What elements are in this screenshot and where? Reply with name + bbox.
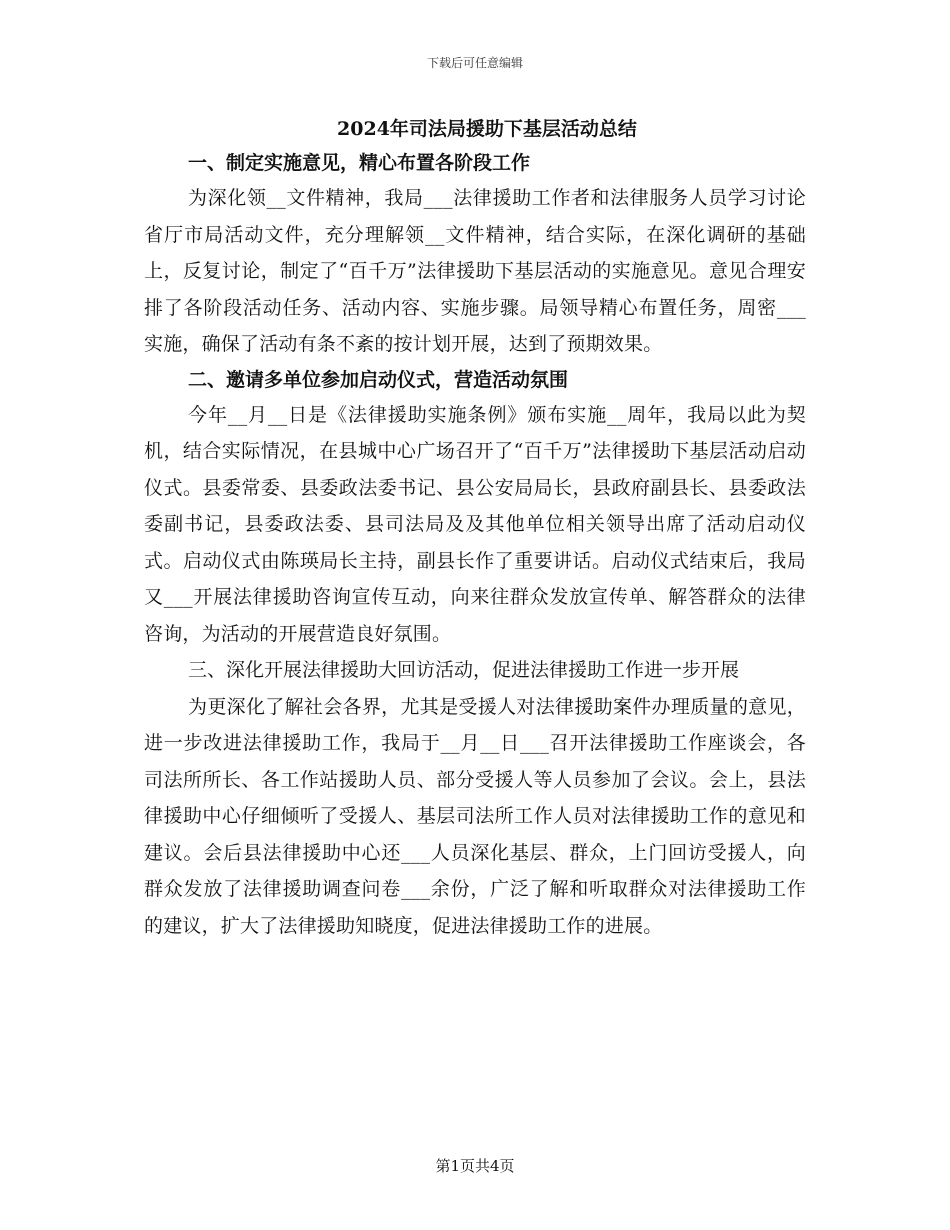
section-paragraph-1: 为深化领__文件精神，我局___法律援助工作者和法律服务人员学习讨论省厅市局活动文件，充分理解领__文件精神，结合实际，在深化调研的基础上，反复讨论，制定了“百千万”法律援助下基层活动的实施意见。意见合理安排了各阶段活动任务、活动内容、实施步骤。局领导精心布置任务，周密___实施，确保了活动有条不紊的按计划开展，达到了预期效果。 (144, 187, 806, 355)
section-paragraph-3: 为更深化了解社会各界，尤其是受援人对法律援助案件办理质量的意见，进一步改进法律援助工作，我局于__月__日___召开法律援助工作座谈会，各司法所所长、各工作站援助人员、部分受援人等人员参加了会议。会上，县法律援助中心仔细倾听了受援人、基层司法所工作人员对法律援助工作的意见和建议。会后县法律援助中心还___人员深化基层、群众，上门回访受援人，向群众发放了法律援助调查问卷___余份，广泛了解和听取群众对法律援助工作的建议，扩大了法律援助知晓度，促进法律援助工作的进展。 (144, 695, 806, 937)
section-heading-3: 三、深化开展法律援助大回访活动，促进法律援助工作进一步开展 (188, 659, 740, 681)
header-note: 下载后可任意编辑 (426, 56, 523, 70)
section-heading-1: 一、制定实施意见，精心布置各阶段工作 (188, 152, 531, 174)
page-indicator: 第1页共4页 (435, 1157, 515, 1175)
section-heading-2: 二、邀请多单位参加启动仪式，营造活动氛围 (188, 368, 569, 391)
document-title: 2024年司法局援助下基层活动总结 (337, 118, 637, 140)
section-paragraph-2: 今年__月__日是《法律援助实施条例》颁布实施__周年，我局以此为契机，结合实际情况，在县城中心广场召开了“百千万”法律援助下基层活动启动仪式。县委常委、县委政法委书记、县公安局局长，县政府副县长、县委政法委副书记，县委政法委、县司法局及及其他单位相关领导出席了活动启动仪式。启动仪式由陈瑛局长主持，副县长作了重要讲话。启动仪式结束后，我局又___开展法律援助咨询宣传互动，向来往群众发放宣传单、解答群众的法律咨询，为活动的开展营造良好氛围。 (144, 403, 806, 645)
document-body (144, 112, 806, 944)
